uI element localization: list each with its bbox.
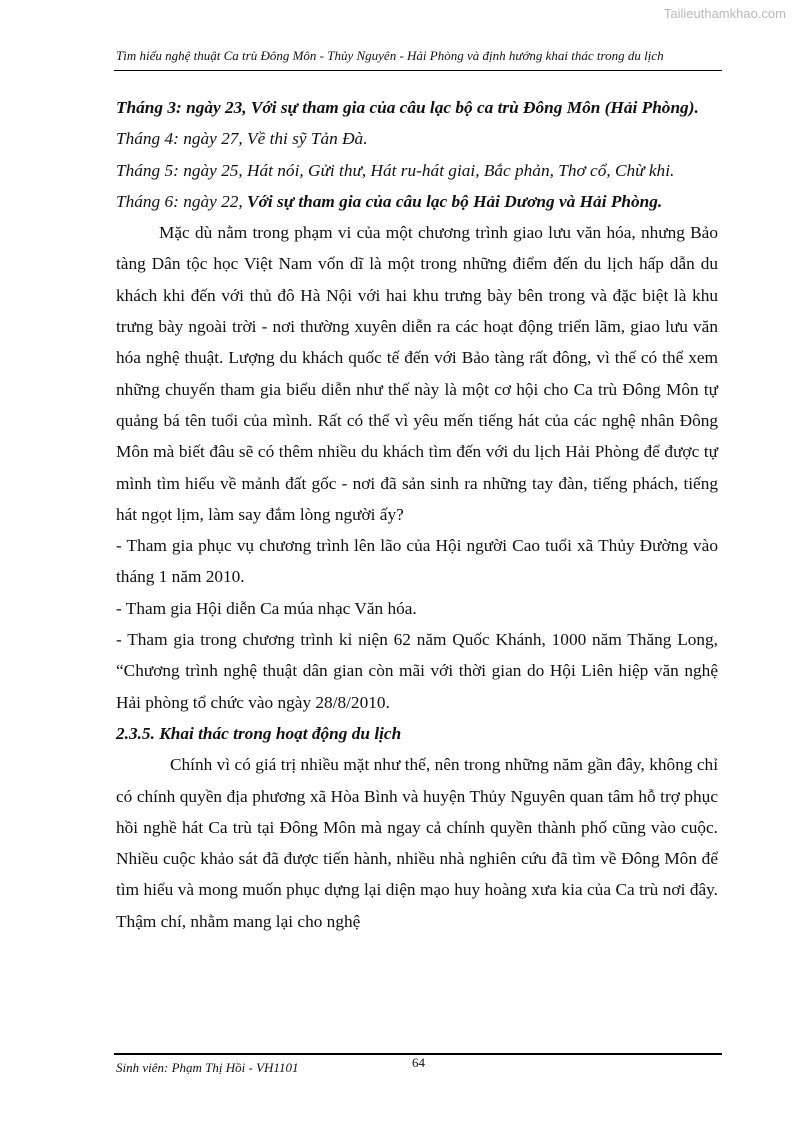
- paragraph-tourism: Chính vì có giá trị nhiều mặt như thế, nên trong những năm gần đây, không chỉ có chính quyền địa phương xã Hòa Bình và huyện Thủy Nguyên quan tâm hỗ trợ phục hồi nghề hát Ca trù tại Đông Môn mà ngay cả chính quyền thành phố cũng vào cuộc. Nhiều cuộc khảo sát đã được tiến hành, nhiều nhà nghiên cứu đã tìm về Đông Môn để tìm hiểu và mong muốn phục dựng lại diện mạo huy hoàng xưa kia của Ca trù nơi đây. Thậm chí, nhằm mang lại cho nghệ: [116, 755, 718, 931]
- footer-student: Sinh viên: Phạm Thị Hồi - VH1101: [116, 1060, 299, 1075]
- paragraph-museum: Mặc dù nằm trong phạm vi của một chương trình giao lưu văn hóa, nhưng Bảo tàng Dân tộc học Việt Nam vốn dĩ là một trong những điểm đến du lịch hấp dẫn du khách khi đến với thủ đô Hà Nội với hai khu trưng bày bên trong và đặc biệt là khu trưng bày ngoài trời - nơi thường xuyên diễn ra các hoạt động triển lãm, giao lưu văn hóa nghệ thuật. Lượng du khách quốc tế đến với Bảo tàng rất đông, vì thế có thể xem những chuyến tham gia biểu diễn như thế này là một cơ hội cho Ca trù Đông Môn tự quảng bá tên tuổi của mình. Rất có thể vì yêu mến tiếng hát của các nghệ nhân Đông Môn mà biết đâu sẽ có thêm nhiều du khách tìm đến với du lịch Hải Phòng để được tự mình tìm hiểu về mảnh đất gốc - nơi đã sản sinh ra những tay đàn, tiếng phách, tiếng hát ngọt lịm, làm say đắm lòng người ấy?: [116, 223, 718, 524]
- schedule-month-4: Tháng 4: ngày 27, Về thi sỹ Tản Đà.: [116, 129, 368, 149]
- schedule-month-6: [116, 186, 718, 217]
- running-header: Tìm hiểu nghệ thuật Ca trù Đông Môn - Thủy Nguyên - Hải Phòng và định hướng khai thác trong du lịch: [116, 48, 664, 63]
- bullet-item-2: - Tham gia Hội diễn Ca múa nhạc Văn hóa.: [116, 598, 417, 618]
- page-content: [116, 92, 718, 937]
- bullet-item-1: - Tham gia phục vụ chương trình lên lão của Hội người Cao tuổi xã Thủy Đường vào tháng 1 năm 2010.: [116, 536, 718, 587]
- page-number: 64: [412, 1055, 425, 1070]
- schedule-month-6-date: Tháng 6: ngày 22,: [116, 191, 248, 211]
- schedule-month-5: Tháng 5: ngày 25, Hát nói, Gửi thư, Hát ru-hát giai, Bắc phản, Thơ cổ, Chừ khi.: [116, 160, 675, 180]
- schedule-month-3: Tháng 3: ngày 23, Với sự tham gia của câu lạc bộ ca trù Đông Môn (Hải Phòng).: [116, 98, 699, 117]
- header-divider: [114, 70, 722, 71]
- schedule-month-6-detail: Với sự tham gia của câu lạc bộ Hải Dương và Hải Phòng.: [247, 191, 663, 211]
- watermark: Tailieuthamkhao.com: [663, 6, 786, 21]
- section-heading: 2.3.5. Khai thác trong hoạt động du lịch: [116, 723, 402, 743]
- bullet-item-3: - Tham gia trong chương trình kỉ niện 62 năm Quốc Khánh, 1000 năm Thăng Long, “Chương trình nghệ thuật dân gian còn mãi với thời gian do Hội Liên hiệp văn nghệ Hải phòng tổ chức vào ngày 28/8/2010.: [116, 630, 718, 712]
